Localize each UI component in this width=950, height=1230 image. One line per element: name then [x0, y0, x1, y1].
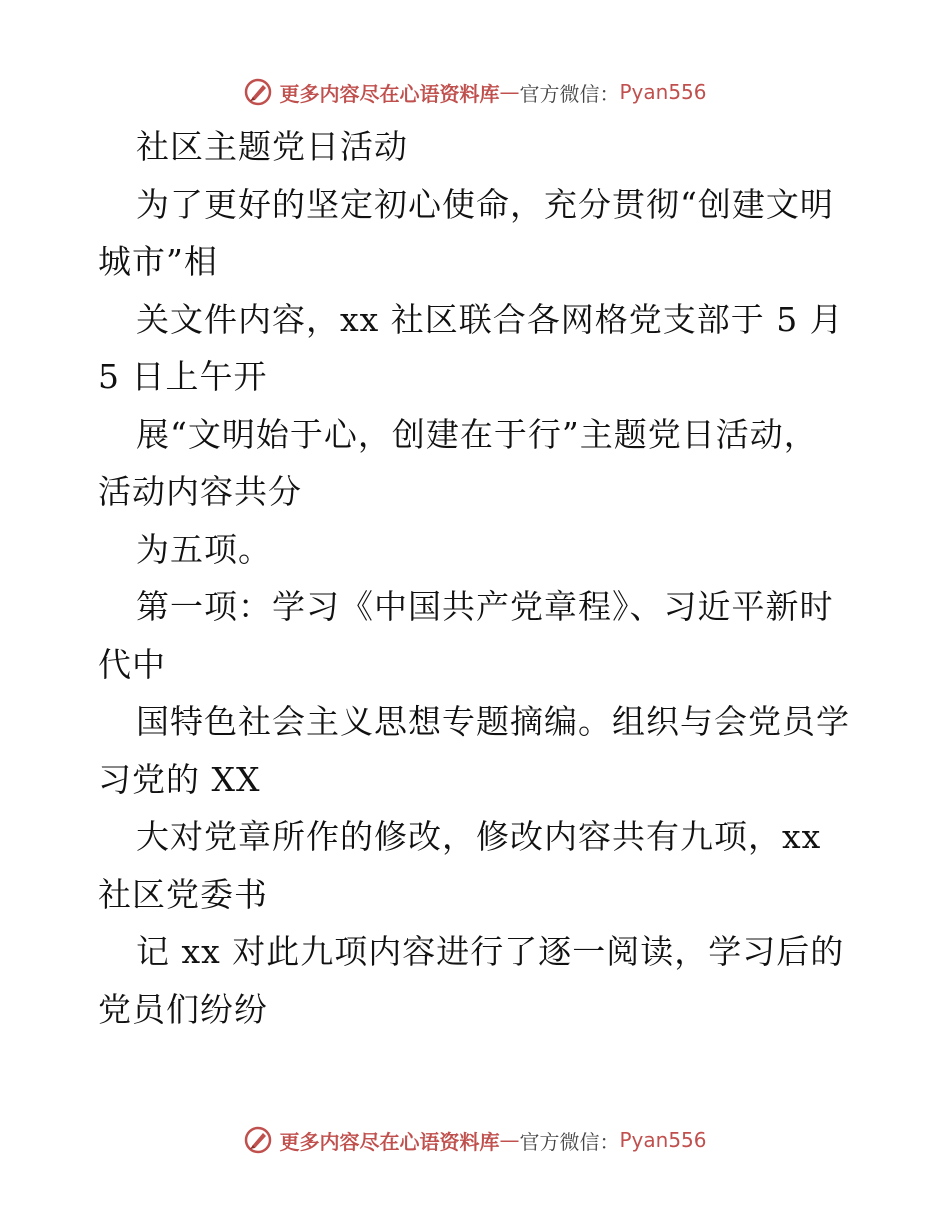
text-line: 党员们纷纷: [98, 989, 268, 1029]
text-line: 记 xx 对此九项内容进行了逐一阅读，学习后的: [136, 932, 845, 971]
watermark-brand: 更多内容尽在心语资料库: [279, 81, 500, 106]
text-line: 第一项：学习《中国共产党章程》、习近平新时: [136, 587, 834, 626]
footer-watermark: [0, 1120, 950, 1160]
text-line: 活动内容共分: [98, 472, 302, 511]
watermark-wechat-id: Pyan556: [619, 80, 707, 104]
watermark-wechat-label: 官方微信：: [519, 1129, 620, 1154]
text-line: 5 日上午开: [98, 357, 268, 396]
text-line: 国特色社会主义思想专题摘编。组织与会党员学: [136, 702, 850, 741]
text-line: 社区主题党日活动: [136, 127, 408, 166]
header-watermark: [0, 72, 950, 112]
watermark-wechat-id: Pyan556: [619, 1128, 707, 1152]
document-body: [98, 118, 858, 1038]
watermark-brand: 更多内容尽在心语资料库: [279, 1129, 500, 1154]
text-line: 代中: [98, 644, 166, 684]
text-line: 展“文明始于心，创建在于行”主题党日活动，: [136, 414, 818, 454]
watermark-wechat-label: 官方微信：: [519, 81, 620, 106]
watermark-separator: —: [499, 80, 520, 104]
text-line: 城市”相: [98, 242, 218, 281]
watermark-separator: —: [499, 1128, 520, 1152]
text-line: 为了更好的坚定初心使命，充分贯彻“创建文明: [136, 184, 834, 224]
pen-logo-icon: [243, 1125, 273, 1155]
text-line: 习党的 XX: [98, 759, 261, 799]
text-line: 社区党委书: [98, 874, 268, 914]
text-line: 为五项。: [136, 529, 272, 569]
text-line: 关文件内容，xx 社区联合各网格党支部于 5 月: [136, 299, 844, 339]
pen-logo-icon: [243, 77, 273, 107]
text-line: 大对党章所作的修改，修改内容共有九项，xx: [136, 817, 822, 856]
